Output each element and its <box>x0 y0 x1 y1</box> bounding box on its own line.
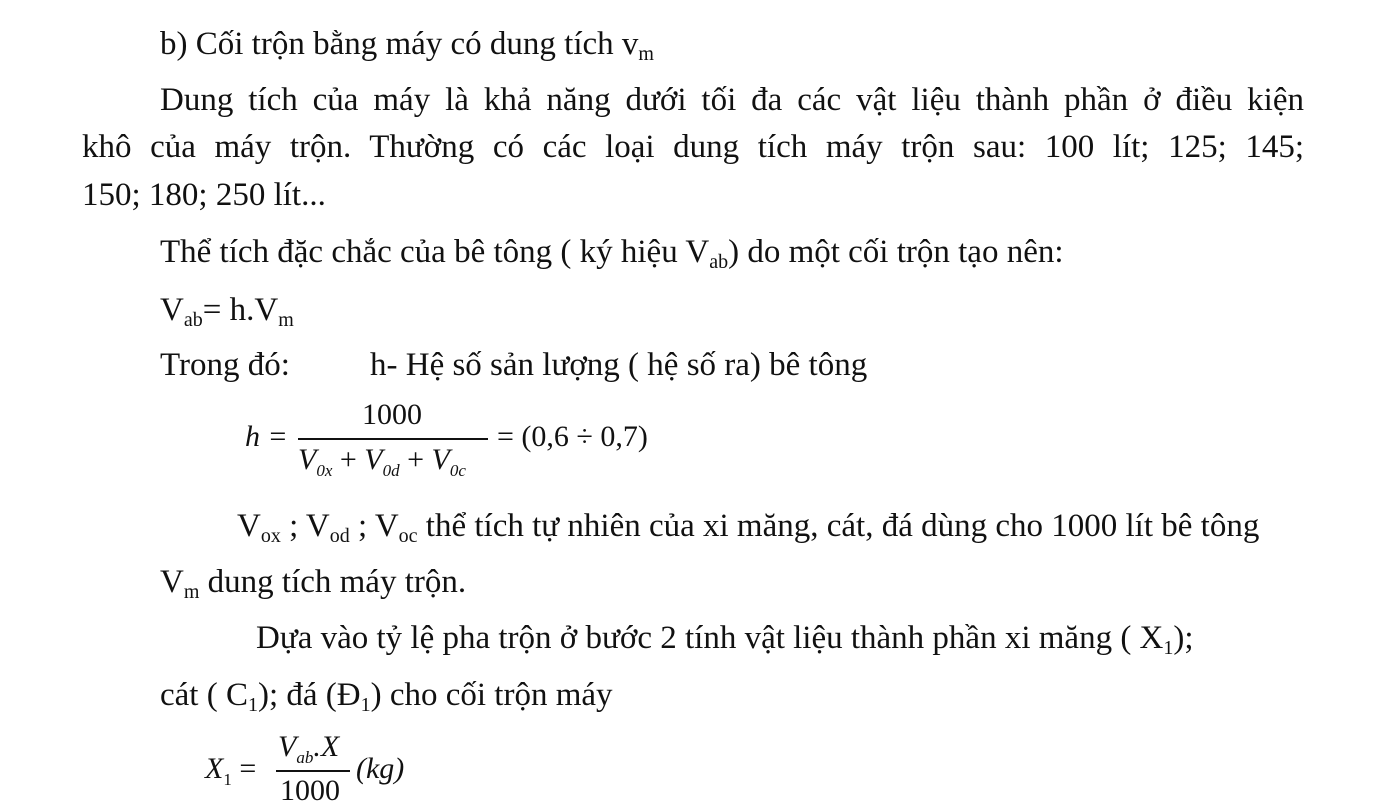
formula-vab-sub-m: m <box>278 309 294 331</box>
para5-line1-sub: 1 <box>1163 637 1174 659</box>
para5-line1-before: Dựa vào tỷ lệ pha trộn ở bước 2 tính vật liệu thành phần xi măng ( X <box>256 620 1164 656</box>
para3-sub2: od <box>329 525 350 547</box>
paragraph-2-text-before: Thể tích đặc chắc của bê tông ( ký hiệu V <box>160 234 710 270</box>
formula-vab-sub: ab <box>183 309 203 331</box>
paragraph-1-text-2: khô của máy trộn. Thường có các loại dung tích máy trộn sau: 100 lít; 125; 145; <box>82 129 1304 165</box>
den-sub2: 0d <box>382 461 400 480</box>
den-plus1: + <box>332 443 365 476</box>
x1-sub: 1 <box>223 770 232 789</box>
x1-x: X <box>205 752 224 785</box>
para5-line2-a: cát ( C <box>160 677 248 713</box>
para3-sep1: ; V <box>280 508 330 544</box>
para5-line2-sub2: 1 <box>360 694 371 716</box>
para5-line1-after: ); <box>1173 620 1194 656</box>
where-label-text: Trong đó: <box>160 347 290 383</box>
formula-x1-denominator: 1000 <box>280 774 340 807</box>
den-v2: V <box>364 443 383 476</box>
formula-x1-fraction-bar <box>276 770 350 772</box>
para5-line2-b: ); đá (Đ <box>257 677 361 713</box>
x1-num-rest: .X <box>313 730 340 763</box>
para3-text: thể tích tự nhiên của xi măng, cát, đá dùng cho 1000 lít bê tông <box>417 508 1260 544</box>
para5-line2-c: ) cho cối trộn máy <box>370 677 613 713</box>
x1-num-v: V <box>278 730 297 763</box>
formula-vab-mid: = h.V <box>202 292 279 328</box>
den-v1: V <box>298 443 317 476</box>
formula-h-lhs: h = <box>245 420 288 453</box>
formula-h-rhs: = (0,6 ÷ 0,7) <box>497 420 648 453</box>
para5-line2-sub1: 1 <box>247 694 258 716</box>
para4-v: V <box>160 564 184 600</box>
formula-x1-lhs <box>205 752 256 790</box>
para3-sub3: oc <box>398 525 418 547</box>
den-sub1: 0x <box>316 461 333 480</box>
heading-subscript: m <box>638 43 654 65</box>
where-definition-text: h- Hệ số sản lượng ( hệ số ra) bê tông <box>370 347 868 383</box>
paragraph-2-subscript: ab <box>709 251 729 273</box>
paragraph-1-text-1: Dung tích của máy là khả năng dưới tối đa các vật liệu thành phần ở điều kiện <box>160 82 1304 118</box>
formula-x1-numerator <box>278 730 339 768</box>
x1-num-sub: ab <box>296 748 314 767</box>
x1-eq: = <box>231 752 257 785</box>
para3-v1: V <box>237 508 261 544</box>
paragraph-2-text-after: ) do một cối trộn tạo nên: <box>728 234 1064 270</box>
formula-h-numerator: 1000 <box>362 398 422 431</box>
den-plus2: + <box>399 443 432 476</box>
formula-x1-unit: (kg) <box>356 752 405 785</box>
den-v3: V <box>431 443 450 476</box>
para4-sub: m <box>183 581 200 603</box>
den-sub3: 0c <box>449 461 466 480</box>
heading-text: b) Cối trộn bằng máy có dung tích v <box>160 26 639 62</box>
formula-vab-v: V <box>160 292 184 328</box>
para4-text: dung tích máy trộn. <box>199 564 467 600</box>
paragraph-1-text-3: 150; 180; 250 lít... <box>82 177 326 213</box>
para3-sub1: ox <box>260 525 281 547</box>
para3-sep2: ; V <box>349 508 399 544</box>
